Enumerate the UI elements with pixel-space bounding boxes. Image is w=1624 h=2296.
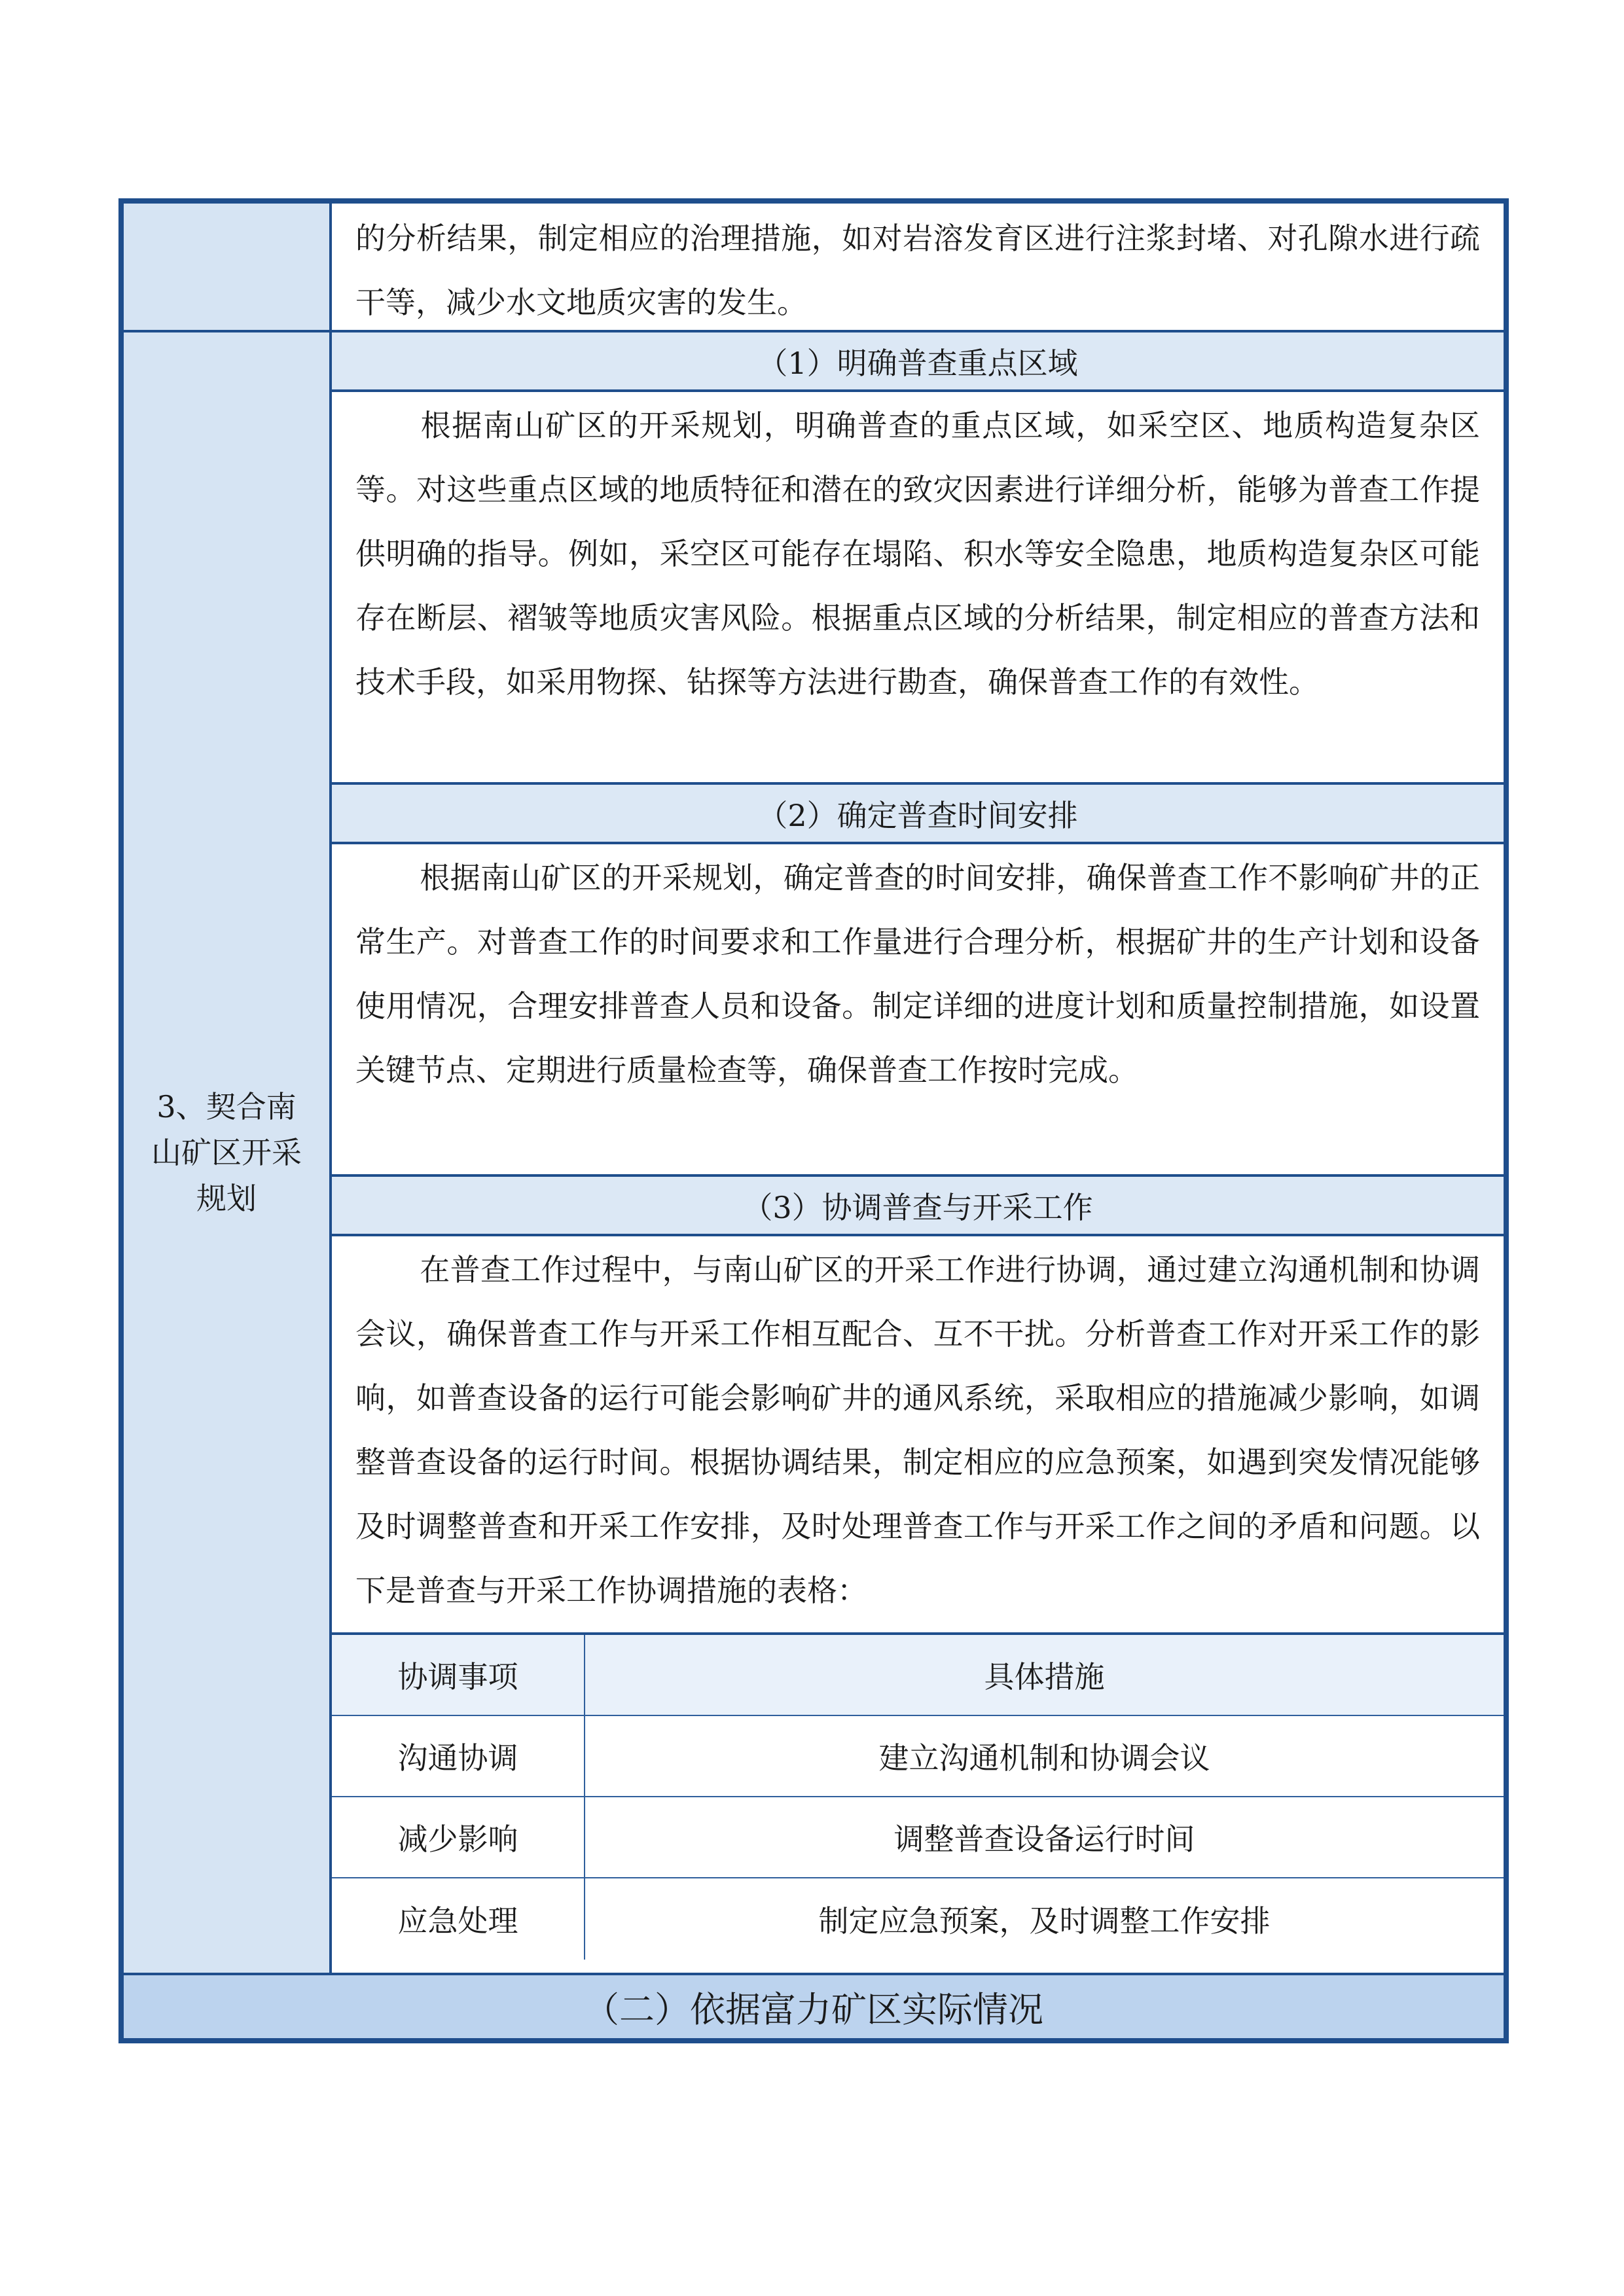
- left-cell-continued: [124, 204, 332, 332]
- sub2-title: （2）确定普查时间安排: [332, 782, 1504, 844]
- sub3-title: （3）协调普查与开采工作: [332, 1174, 1504, 1236]
- sub2-body-cell: [332, 843, 1504, 1175]
- top-row-cell: [332, 204, 1504, 332]
- sub1-body: 根据南山矿区的开采规划，明确普查的重点区域，如采空区、地质构造复杂区等。对这些重点区域的地质特征和潜在的致灾因素进行详细分析，能够为普查工作提供明确的指导。例如，采空区可能存在塌陷、积水等安全隐患，地质构造复杂区可能存在断层、褶皱等地质灾害风险。根据重点区域的分析结果，制定相应的普查方法和技术手段，如采用物探、钻探等方法进行勘查，确保普查工作的有效性。: [355, 408, 1480, 700]
- sub1-body-cell: [332, 391, 1504, 783]
- sub3-body-cell: [332, 1235, 1504, 1632]
- coordination-table: [332, 1632, 1504, 1960]
- table-cell-measure: 制定应急预案，及时调整工作安排: [818, 1903, 1271, 1939]
- table-row: [332, 1716, 1504, 1797]
- table-cell-measure: 建立沟通机制和协调会议: [878, 1740, 1210, 1776]
- table-row: [332, 1878, 1504, 1960]
- table-row: [332, 1797, 1504, 1878]
- table-cell-item: 减少影响: [332, 1797, 585, 1877]
- document-table: [118, 198, 1509, 2043]
- section3-content: [332, 330, 1504, 1975]
- sub2-body: 根据南山矿区的开采规划，确定普查的时间安排，确保普查工作不影响矿井的正常生产。对普查工作的时间要求和工作量进行合理分析，根据矿井的生产计划和设备使用情况，合理安排普查人员和设备。制定详细的进度计划和质量控制措施，如设置关键节点、定期进行质量检查等，确保普查工作按时完成。: [355, 860, 1480, 1088]
- table-header-row: [332, 1635, 1504, 1716]
- top-row-text: 的分析结果，制定相应的治理措施，如对岩溶发育区进行注浆封堵、对孔隙水进行疏干等，减少水文地质灾害的发生。: [355, 221, 1480, 320]
- table-header-item: 协调事项: [332, 1635, 585, 1715]
- table-header-measure: 具体措施: [984, 1659, 1105, 1695]
- sub1-title: （1）明确普查重点区域: [332, 330, 1504, 392]
- left-cell-section3: [124, 332, 332, 1973]
- bottom-section-heading: （二）依据富力矿区实际情况: [124, 1973, 1504, 2038]
- table-cell-item: 沟通协调: [332, 1716, 585, 1796]
- section3-label: 3、契合南山矿区开采规划: [151, 1089, 302, 1216]
- table-cell-measure: 调整普查设备运行时间: [893, 1821, 1195, 1857]
- sub3-body: 在普查工作过程中，与南山矿区的开采工作进行协调，通过建立沟通机制和协调会议，确保普查工作与开采工作相互配合、互不干扰。分析普查工作对开采工作的影响，如普查设备的运行可能会影响矿井的通风系统，采取相应的措施减少影响，如调整普查设备的运行时间。根据协调结果，制定相应的应急预案，如遇到突发情况能够及时调整普查和开采工作安排，及时处理普查工作与开采工作之间的矛盾和问题。以下是普查与开采工作协调措施的表格：: [355, 1252, 1480, 1608]
- table-cell-item: 应急处理: [332, 1878, 585, 1960]
